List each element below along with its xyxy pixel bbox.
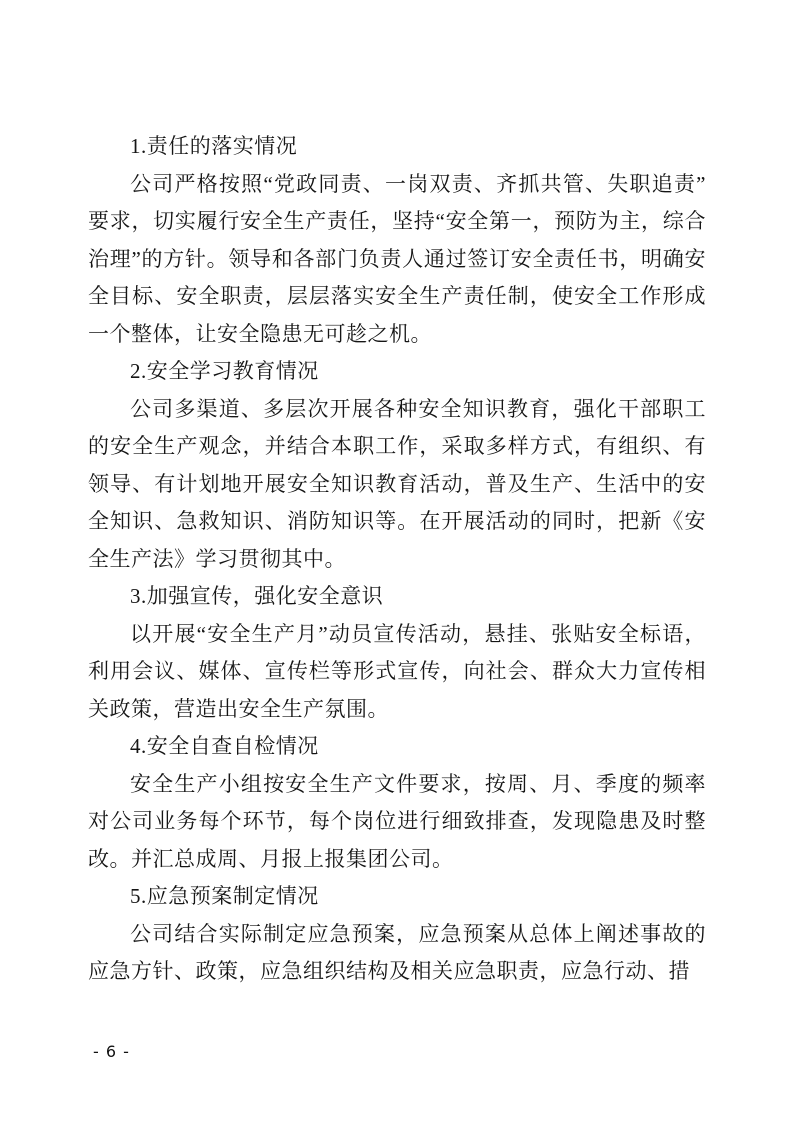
document-body xyxy=(88,128,706,991)
section-paragraph: 安全生产小组按安全生产文件要求，按周、月、季度的频率对公司业务每个环节，每个岗位进行细致排查，发现隐患及时整改。并汇总成周、月报上报集团公司。 xyxy=(88,771,706,871)
section-heading-4: 4.安全自查自检情况 xyxy=(130,734,319,758)
section-heading-5: 5.应急预案制定情况 xyxy=(130,884,319,908)
page-number: - 6 - xyxy=(93,1042,130,1061)
section-paragraph: 公司多渠道、多层次开展各种安全知识教育，强化干部职工的安全生产观念，并结合本职工作，采取多样方式，有组织、有领导、有计划地开展安全知识教育活动，普及生产、生活中的安全知识、急救知识、消防知识等。在开展活动的同时，把新《安全生产法》学习贯彻其中。 xyxy=(88,396,706,571)
section-paragraph: 公司严格按照“党政同责、一岗双责、齐抓共管、失职追责”要求，切实履行安全生产责任，坚持“安全第一，预防为主，综合治理”的方针。领导和各部门负责人通过签订安全责任书，明确安全目标、安全职责，层层落实安全生产责任制，使安全工作形成一个整体，让安全隐患无可趁之机。 xyxy=(88,171,706,346)
section-heading-1: 1.责任的落实情况 xyxy=(130,134,298,158)
section-heading-3: 3.加强宣传，强化安全意识 xyxy=(130,584,384,608)
section-paragraph: 公司结合实际制定应急预案，应急预案从总体上阐述事故的应急方针、政策，应急组织结构及相关应急职责，应急行动、措 xyxy=(88,921,706,983)
section-heading-2: 2.安全学习教育情况 xyxy=(130,359,319,383)
section-paragraph: 以开展“安全生产月”动员宣传活动，悬挂、张贴安全标语，利用会议、媒体、宣传栏等形式宣传，向社会、群众大力宣传相关政策，营造出安全生产氛围。 xyxy=(88,621,706,721)
